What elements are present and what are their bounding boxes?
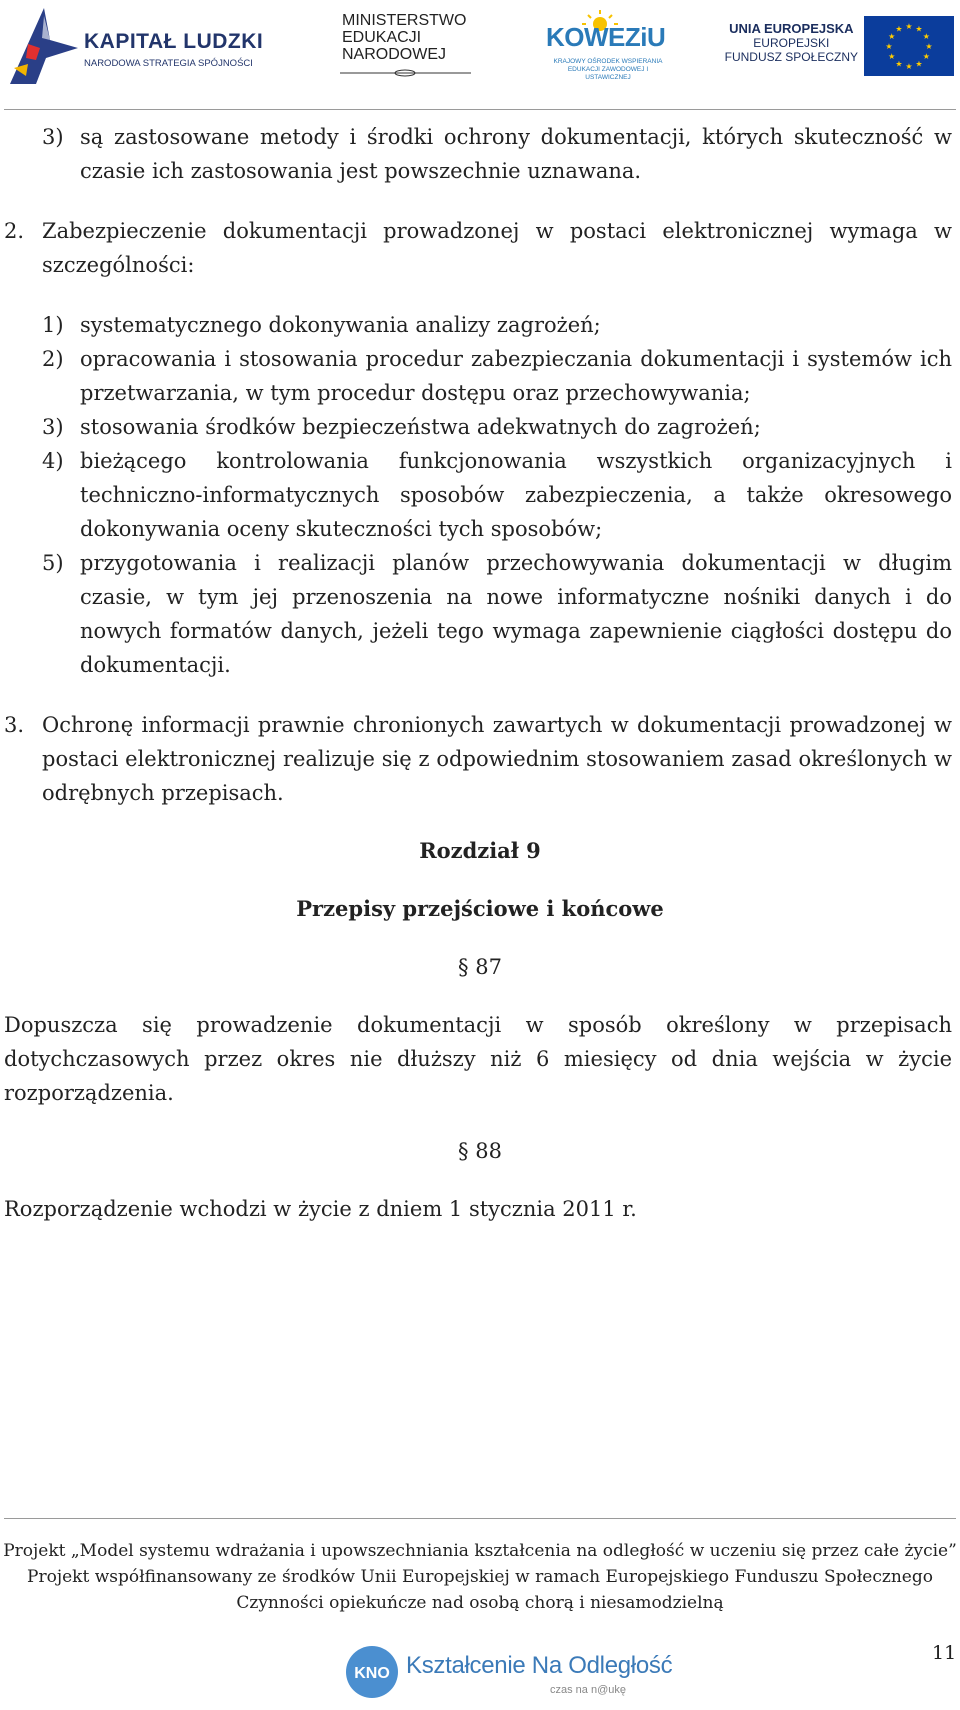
footer-line-3: Czynności opiekuńcze nad osobą chorą i niesamodzielną xyxy=(236,1593,724,1613)
eu-star-icon: ★ xyxy=(905,62,913,71)
list-item xyxy=(0,444,960,546)
list-item-text: stosowania środków bezpieczeństwa adekwatnych do zagrożeń; xyxy=(80,415,761,439)
footer-line-1: Projekt „Model systemu wdrażania i upowszechniania kształcenia na odległość w uczeniu się przez całe życie” xyxy=(3,1541,957,1561)
list-item-number: 3) xyxy=(42,125,64,149)
unia-europejska-logo xyxy=(724,14,958,78)
list-item-number: 2) xyxy=(42,347,64,371)
list-item xyxy=(0,546,960,682)
list-item xyxy=(0,410,960,444)
list-item-text: systematycznego dokonywania analizy zagrożeń; xyxy=(80,313,601,337)
eu-star-icon: ★ xyxy=(895,24,903,34)
ministerstwo-ornament-icon xyxy=(338,66,473,80)
kapital-ludzki-emblem-icon xyxy=(6,4,82,88)
kno-globe-icon xyxy=(344,1644,400,1700)
page-header xyxy=(0,0,960,112)
ue-line1: UNIA EUROPEJSKA xyxy=(729,21,854,36)
list-item-number: 5) xyxy=(42,551,64,575)
kowezu-title: KOWEZiU xyxy=(546,22,666,52)
paragraph-text: Zabezpieczenie dokumentacji prowadzonej w postaci elektronicznej wymaga w szczególności: xyxy=(42,219,952,277)
list-item-number: 4) xyxy=(42,449,64,473)
list-item-number: 3) xyxy=(42,415,64,439)
section-87-heading: § 87 xyxy=(458,955,502,979)
kno-title: Kształcenie Na Odległość xyxy=(406,1652,673,1679)
eu-star-icon: ★ xyxy=(885,42,893,51)
eu-star-icon: ★ xyxy=(895,59,903,69)
kapital-ludzki-logo xyxy=(6,4,276,88)
kapital-ludzki-subtitle: NARODOWA STRATEGIA SPÓJNOŚCI xyxy=(84,58,253,69)
list-item-text: przygotowania i realizacji planów przechowywania dokumentacji w długim czasie, w tym jej przenoszenia na nowe informatyczne nośniki danych i do nowych formatów danych, jeżeli tego wymaga zapewnienie ciągłości dostępu do dokumentacji. xyxy=(80,551,952,677)
list-item xyxy=(0,308,960,342)
footer-line-2: Projekt współfinansowany ze środków Unii Europejskiej w ramach Europejskiego Funduszu Społecznego xyxy=(27,1567,933,1587)
section-88-heading: § 88 xyxy=(458,1139,502,1163)
ue-line2: EUROPEJSKI xyxy=(753,36,830,50)
page-number: 11 xyxy=(932,1642,957,1664)
paragraph-number: 2. xyxy=(4,219,25,243)
eu-star-icon: ★ xyxy=(888,52,896,61)
section-88-text: Rozporządzenie wchodzi w życie z dniem 1 stycznia 2011 r. xyxy=(4,1197,637,1221)
ue-line3: FUNDUSZ SPOŁECZNY xyxy=(724,50,858,64)
chapter-title: Przepisy przejściowe i końcowe xyxy=(296,896,664,921)
eu-flag-icon xyxy=(864,16,954,76)
footer-text xyxy=(0,1538,960,1616)
list-item xyxy=(0,342,960,410)
chapter-heading: Rozdział 9 xyxy=(419,838,541,863)
eu-star-icon: ★ xyxy=(888,32,896,41)
list-item-text: bieżącego kontrolowania funkcjonowania wszystkich organizacyjnych i techniczno-informatycznych sposobów zabezpieczenia, a także okresowego dokonywania oceny skuteczności tych sposobów; xyxy=(80,449,952,541)
eu-star-icon: ★ xyxy=(915,59,923,69)
list-item xyxy=(0,120,960,188)
paragraph-3 xyxy=(0,708,960,810)
eu-star-icon: ★ xyxy=(915,24,923,34)
eu-stars-icon xyxy=(864,16,954,76)
document-body xyxy=(0,120,960,1226)
header-divider xyxy=(4,109,956,110)
eu-star-icon: ★ xyxy=(905,22,913,31)
eu-star-icon: ★ xyxy=(925,42,933,51)
kowezu-logo xyxy=(542,10,672,82)
paragraph-number: 3. xyxy=(4,713,25,737)
kowezu-subtitle: KRAJOWY OŚRODEK WSPIERANIA EDUKACJI ZAWODOWEJ I USTAWICZNEJ xyxy=(553,58,663,81)
eu-star-icon: ★ xyxy=(922,52,930,61)
kno-mark: KNO xyxy=(354,1665,390,1682)
list-item-text: są zastosowane metody i środki ochrony dokumentacji, których skuteczność w czasie ich zastosowania jest powszechnie uznawana. xyxy=(80,125,952,183)
paragraph-2 xyxy=(0,214,960,282)
ksztalcenie-na-odleglosc-logo xyxy=(340,1640,673,1706)
eu-star-icon: ★ xyxy=(922,32,930,41)
ue-text xyxy=(725,22,858,64)
list-item-text: opracowania i stosowania procedur zabezpieczania dokumentacji i systemów ich przetwarzania, w tym procedur dostępu oraz przechowywania; xyxy=(80,347,952,405)
paragraph-text: Ochronę informacji prawnie chronionych zawartych w dokumentacji prowadzonej w postaci elektronicznej realizuje się z odpowiednim stosowaniem zasad określonych w odrębnych przepisach. xyxy=(42,713,952,805)
footer-divider xyxy=(4,1518,956,1519)
list-item-number: 1) xyxy=(42,313,64,337)
kno-subtitle: czas na n@ukę xyxy=(550,1684,626,1696)
kapital-ludzki-title: KAPITAŁ LUDZKI xyxy=(84,30,264,53)
section-87-text: Dopuszcza się prowadzenie dokumentacji w sposób określony w przepisach dotychczasowych przez okres nie dłuższy niż 6 miesięcy od dnia wejścia w życie rozporządzenia. xyxy=(4,1013,952,1105)
ministerstwo-text: MINISTERSTWO EDUKACJI NARODOWEJ xyxy=(342,12,467,63)
ministerstwo-edukacji-logo xyxy=(338,12,473,80)
